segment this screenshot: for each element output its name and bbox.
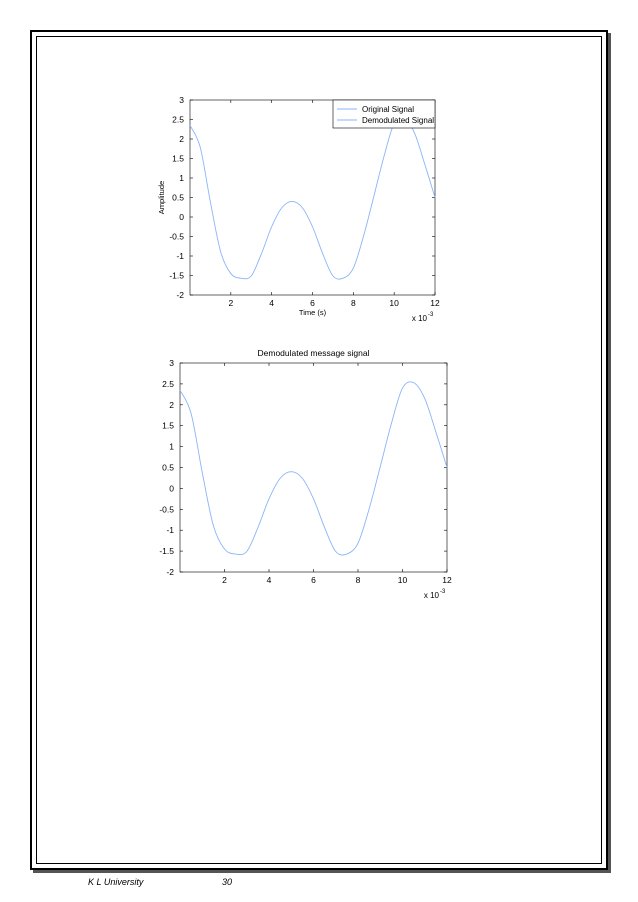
legend-label: Demodulated Signal (362, 116, 435, 125)
footer-page-number: 30 (222, 877, 233, 887)
x-tick-label: 2 (228, 298, 234, 308)
y-tick-label: -1.5 (159, 546, 174, 557)
y-tick-label: 0.5 (172, 192, 184, 203)
plot-area-frame (180, 363, 447, 572)
x-tick-label: 2 (222, 575, 227, 585)
y-tick-label: -0.5 (159, 504, 174, 515)
x-axis-multiplier: x 10 (423, 591, 439, 600)
x-tick-label: 6 (311, 575, 316, 585)
y-tick-label: 1.5 (172, 153, 184, 164)
y-tick-label: 0 (169, 483, 174, 494)
x-axis-multiplier: x 10 (411, 314, 427, 323)
y-tick-label: -1 (176, 251, 184, 261)
series-line (180, 382, 447, 555)
y-tick-label: -1 (166, 525, 174, 536)
y-tick-label: 2 (179, 134, 184, 144)
y-tick-label: 1 (169, 441, 174, 452)
x-tick-label: 10 (397, 575, 408, 585)
y-tick-label: 0 (179, 212, 184, 222)
y-tick-label: 2.5 (172, 114, 184, 125)
y-tick-label: -2 (176, 290, 184, 300)
x-tick-label: 12 (430, 298, 440, 308)
x-tick-label: 10 (389, 298, 399, 308)
chart-title: Demodulated message signal (257, 348, 370, 358)
y-tick-label: 1.5 (162, 420, 174, 431)
x-tick-label: 12 (442, 575, 452, 585)
x-axis-exponent: -3 (440, 589, 446, 595)
x-tick-label: 6 (310, 298, 315, 308)
y-tick-label: 1 (179, 173, 184, 183)
y-tick-label: -2 (166, 567, 174, 577)
x-tick-label: 4 (266, 575, 272, 585)
x-axis-exponent: -3 (428, 312, 434, 318)
x-tick-label: 4 (269, 298, 275, 308)
x-axis-label: Time (s) (298, 308, 327, 317)
y-tick-label: 0.5 (162, 462, 174, 473)
y-tick-label: 3 (169, 358, 174, 368)
y-tick-label: 2.5 (162, 378, 174, 389)
y-tick-label: -1.5 (169, 270, 184, 281)
x-tick-label: 8 (350, 298, 356, 308)
legend-label: Original Signal (362, 105, 415, 114)
y-tick-label: -0.5 (169, 231, 184, 242)
y-tick-label: 3 (179, 95, 184, 105)
y-axis-label: Amplitude (157, 180, 166, 215)
y-tick-label: 2 (169, 399, 174, 410)
footer-university: K L University (88, 877, 144, 887)
x-tick-label: 8 (355, 575, 361, 585)
